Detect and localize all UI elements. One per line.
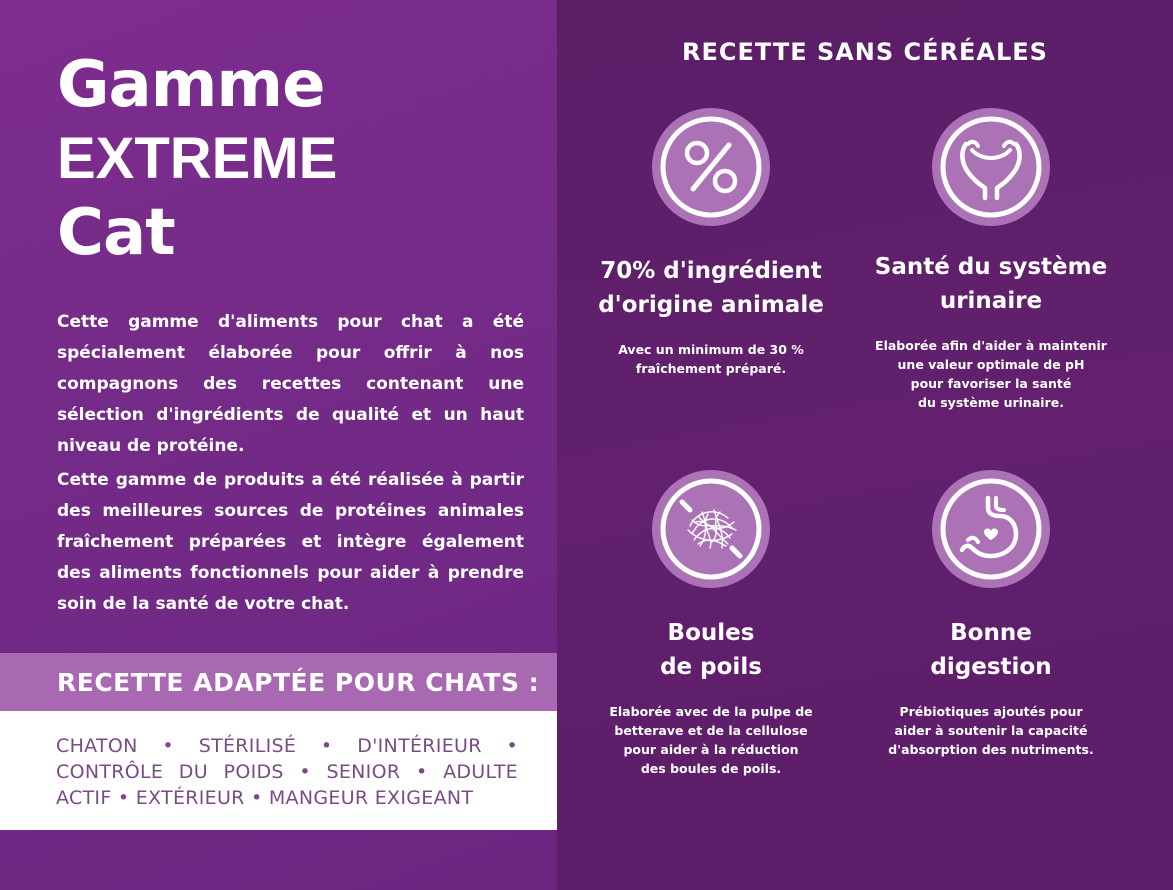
title-line-gamme: Gamme (57, 48, 325, 122)
title-line-cat: Cat (57, 196, 175, 270)
feature-desc-line: d'absorption des nutriments. (888, 742, 1094, 757)
percent-icon (652, 108, 770, 226)
feature-description (861, 702, 1121, 759)
feature-desc-line: Avec un minimum de 30 % (618, 342, 804, 357)
feature-desc-line: une valeur optimale de pH (897, 357, 1085, 372)
feature-desc-line: Elaborée avec de la pulpe de (609, 704, 813, 719)
feature-title (581, 254, 841, 322)
feature-desc-line: Elaborée afin d'aider à maintenir (875, 338, 1107, 353)
feature-desc-line: pour favoriser la santé (910, 376, 1072, 391)
feature-title-line: Bonne (950, 620, 1032, 646)
feature-desc-line: des boules de poils. (640, 761, 782, 776)
feature-description (861, 336, 1121, 412)
stomach-icon (932, 470, 1050, 588)
feature-desc-line: pour aider à la réduction (623, 742, 799, 757)
grain-free-title: RECETTE SANS CÉRÉALES (682, 38, 1048, 66)
feature-desc-line: fraîchement préparé. (635, 361, 787, 376)
feature-desc-line: betterave et de la cellulose (614, 723, 808, 738)
feature-title-line: de poils (660, 654, 762, 680)
hairball-icon (652, 470, 770, 588)
feature-desc-line: aider à soutenir la capacité (894, 723, 1088, 738)
feature-urinary-health (861, 108, 1121, 412)
intro-paragraph: Cette gamme d'aliments pour chat a été spécialement élaborée pour offrir à nos compagnons des recettes contenant une sélection d'ingrédients de qualité et un haut niveau de protéine. (57, 312, 524, 456)
feature-title-line: d'origine animale (598, 292, 824, 318)
title-line-extreme: EXTREME (57, 126, 338, 191)
feature-hairballs (581, 470, 841, 778)
feature-title-line: Boules (667, 620, 755, 646)
adapted-recipe-title: RECETTE ADAPTÉE POUR CHATS : (57, 668, 540, 697)
sources-paragraph: Cette gamme de produits a été réalisée à partir des meilleures sources de protéines animales fraîchement préparées et intègre également des aliments fonctionnels pour aider à prendre soin de la santé de votre chat. (57, 470, 524, 614)
page-title (57, 48, 337, 270)
feature-description (581, 340, 841, 378)
bladder-icon (932, 108, 1050, 226)
adapted-recipe-list: CHATON • STÉRILISÉ • D'INTÉRIEUR • CONTRÔLE DU POIDS • SENIOR • ADULTE ACTIF • EXTÉRIEUR • MANGEUR EXIGEANT (56, 735, 518, 809)
feature-description (581, 702, 841, 778)
feature-title (581, 616, 841, 684)
feature-desc-line: Prébiotiques ajoutés pour (899, 704, 1083, 719)
feature-title-line: Santé du système (874, 254, 1108, 280)
feature-title-line: digestion (930, 654, 1052, 680)
feature-animal-ingredients (581, 108, 841, 378)
feature-title-line: 70% d'ingrédient (600, 258, 822, 284)
feature-digestion (861, 470, 1121, 759)
feature-title (861, 250, 1121, 318)
feature-desc-line: du système urinaire. (918, 395, 1064, 410)
feature-title-line: urinaire (939, 288, 1043, 314)
feature-title (861, 616, 1121, 684)
